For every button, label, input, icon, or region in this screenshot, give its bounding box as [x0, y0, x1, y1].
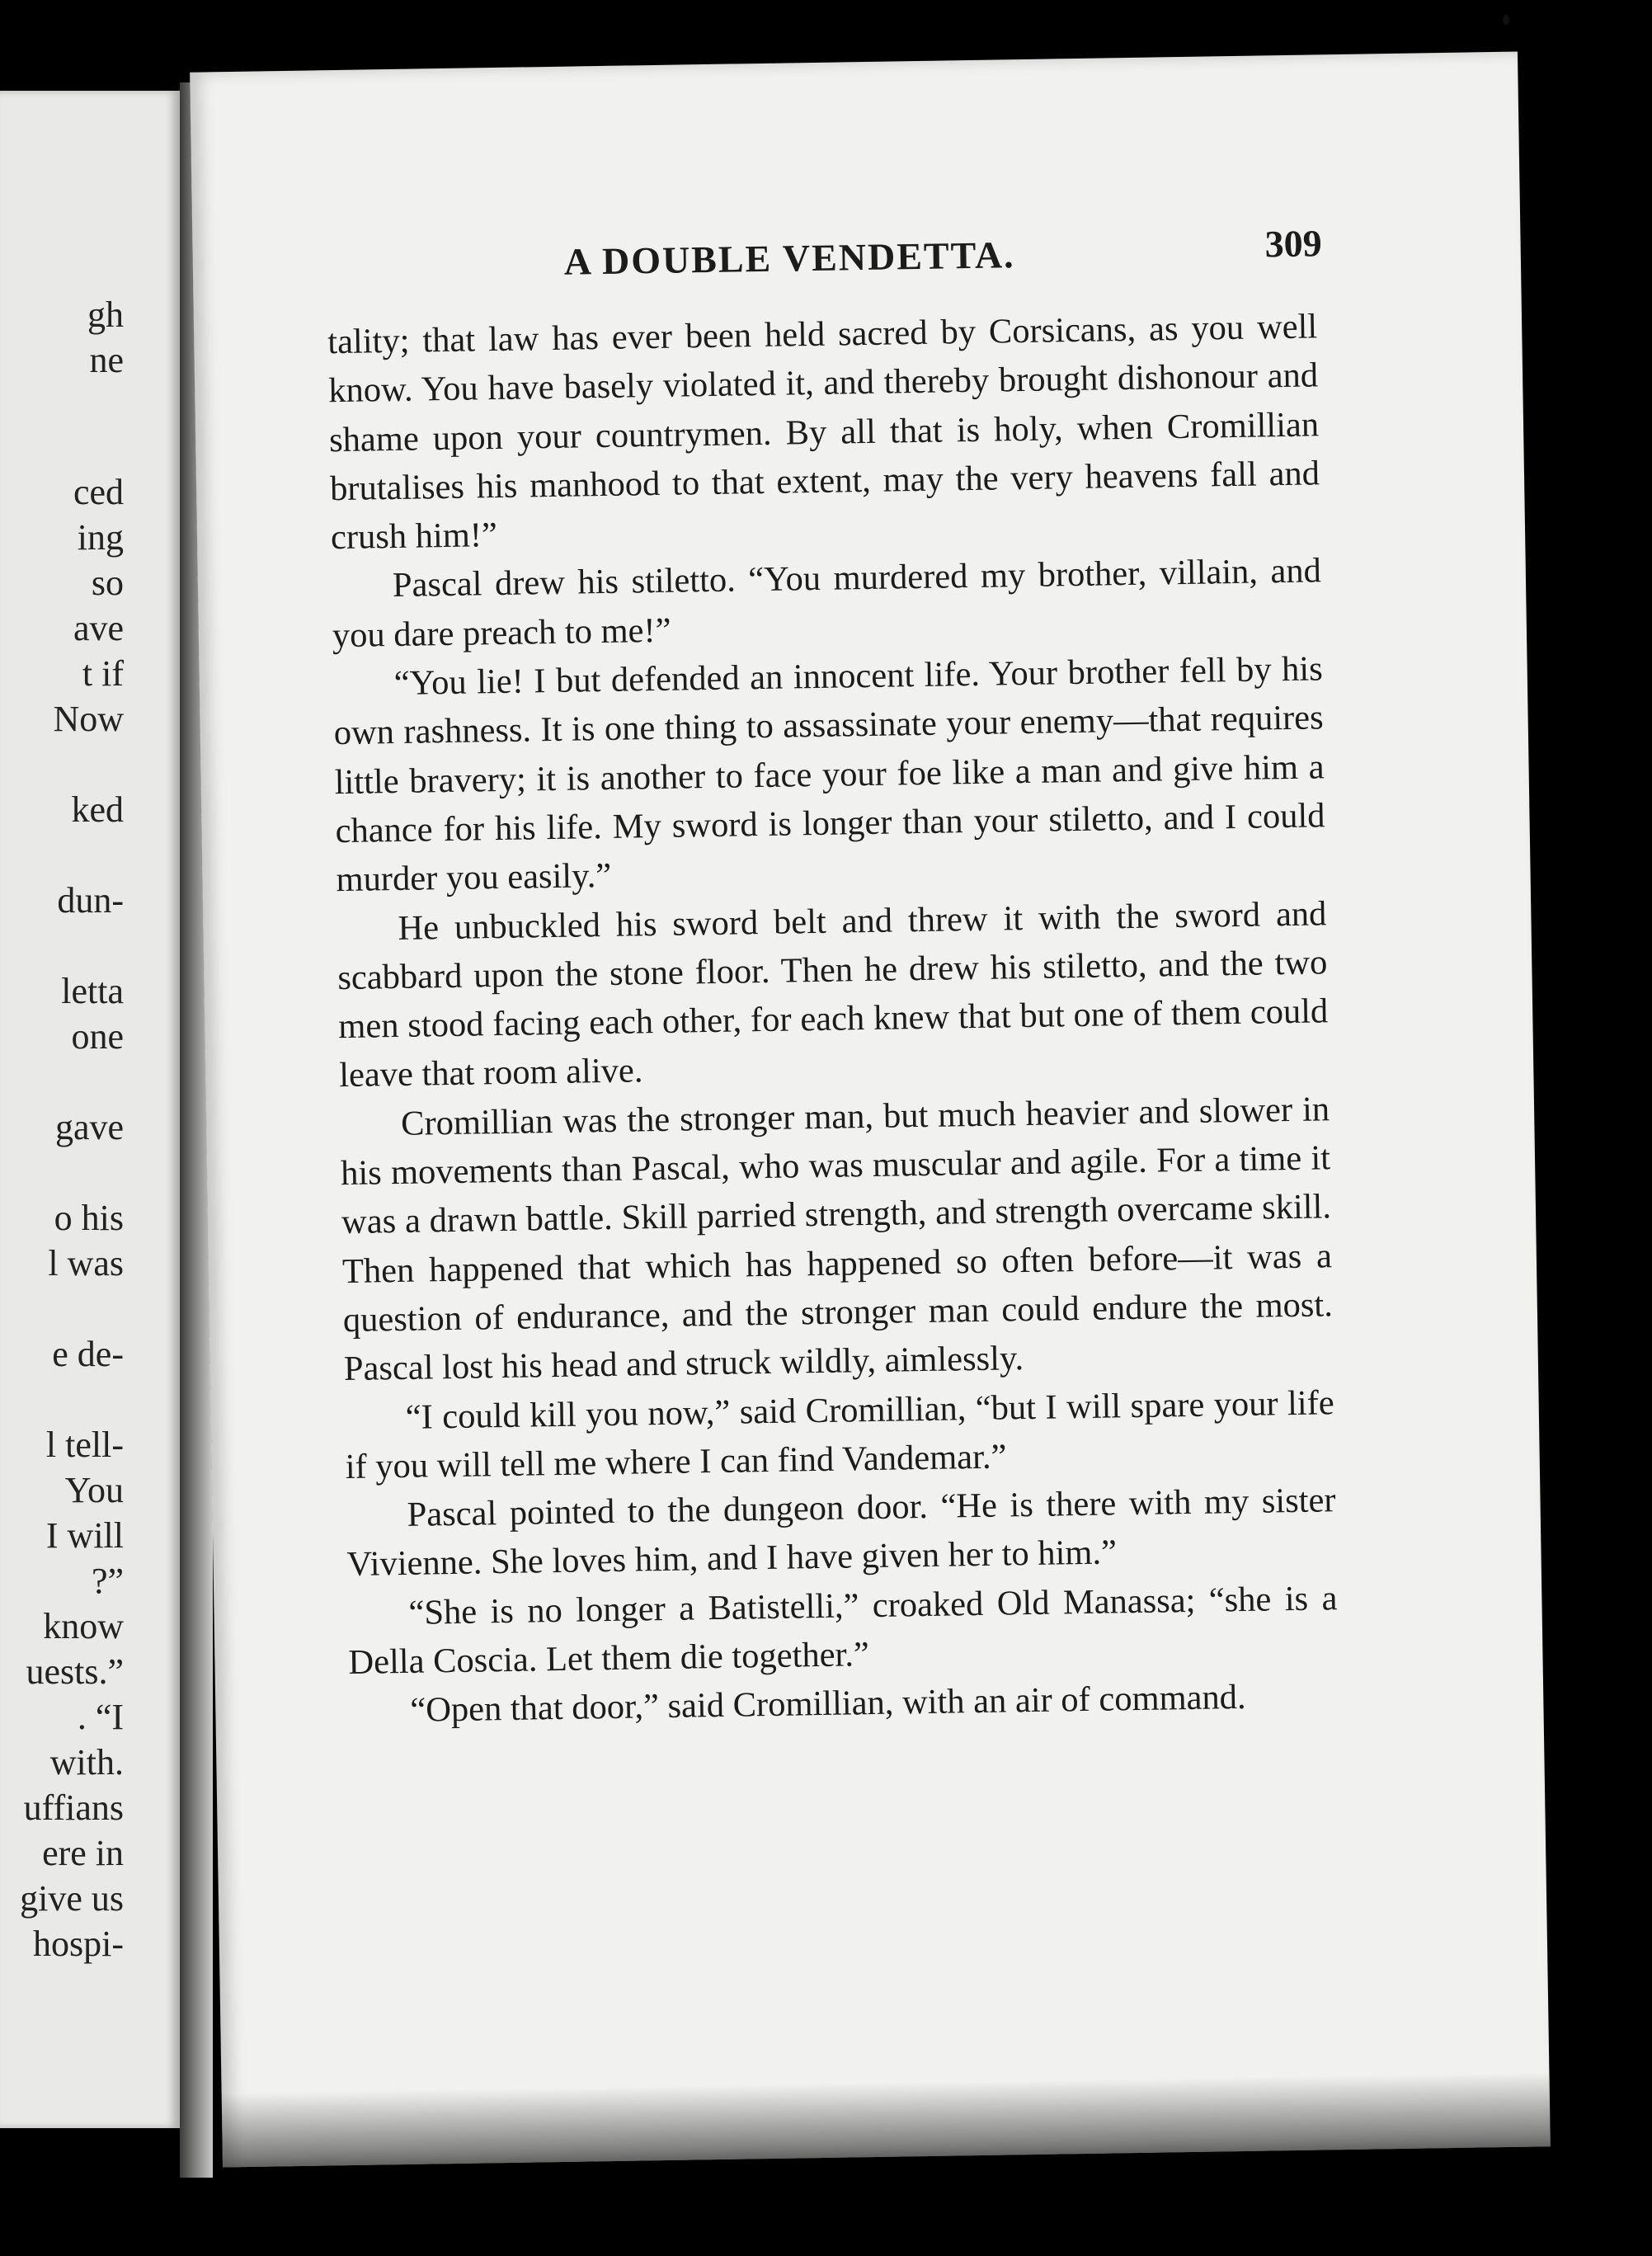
paragraph: He unbuckled his sword belt and threw it with the sword and scabbard upon the stone floor. Then he drew his stiletto, and the two men stood facing each other, for each knew that but one of them could leave that room alive. — [337, 893, 1329, 1095]
ink-speck — [1503, 15, 1509, 25]
left-page-fragment: ave — [73, 608, 124, 648]
left-page-fragment: . “I — [77, 1697, 124, 1737]
left-page-fragment: t if — [82, 653, 124, 694]
book-page — [190, 52, 1551, 2168]
page-edge-shadow — [1592, 49, 1652, 2194]
left-page-fragment: ced — [73, 472, 124, 512]
left-page-fragment: ere in — [42, 1833, 124, 1873]
paragraph: Pascal pointed to the dungeon door. “He is there with my sister Vivienne. She loves him, and I have given her to him.” — [346, 1481, 1336, 1585]
paragraph: “Open that door,” said Cromillian, with an air of command. — [410, 1678, 1246, 1731]
left-page-fragment: so — [91, 563, 124, 603]
left-page-fragment: l tell- — [45, 1425, 124, 1465]
left-page-fragment: dun- — [57, 880, 124, 921]
page-number: 309 — [1264, 222, 1322, 266]
left-page-fragment: ne — [89, 340, 124, 380]
left-page-fragment: uffians — [23, 1787, 124, 1828]
left-page-fragment: uests.” — [26, 1651, 124, 1692]
left-page-fragment: know — [43, 1606, 124, 1646]
left-page-fragment: ?” — [91, 1561, 124, 1601]
body-text — [327, 302, 1339, 1736]
left-page-fragment: ing — [77, 517, 124, 558]
left-page-fragment: letta — [61, 971, 124, 1011]
left-page-fragment: give us — [20, 1878, 124, 1919]
left-page-fragment: hospi- — [33, 1924, 124, 1964]
left-page-fragment: l was — [48, 1243, 124, 1283]
left-page-fragment: Now — [53, 699, 124, 739]
left-page-fragment: with. — [49, 1742, 124, 1783]
left-page-fragment: I will — [45, 1515, 124, 1556]
left-page-fragment: one — [71, 1016, 124, 1057]
paragraph: tality; that law has ever been held sacred by Corsicans, as you well know. You have basely violated it, and thereby brought dishonour and shame upon your countrymen. By all that is holy, when Cromillian brutalises his manhood to that extent, may the very heavens fall and crush him!” — [327, 307, 1320, 558]
left-page-fragment: ked — [71, 789, 124, 830]
running-head — [192, 224, 1521, 303]
left-page-fragment: e de- — [52, 1334, 124, 1374]
left-page-fragment: o his — [54, 1198, 124, 1238]
left-facing-page — [0, 91, 180, 2128]
paragraph: Pascal drew his stiletto. “You murdered my brother, villain, and you dare preach to me!” — [332, 551, 1322, 655]
paragraph: “She is no longer a Batistelli,” croaked Old Manassa; “she is a Della Coscia. Let them die together.” — [348, 1578, 1338, 1683]
left-page-fragment: You — [64, 1470, 124, 1510]
running-title: A DOUBLE VENDETTA. — [563, 233, 1015, 283]
paragraph: “You lie! I but defended an innocent life. Your brother fell by his own rashness. It is one thing to assassinate your enemy—that requires little bravery; it is another to face your foe like a man and give him a chance for his life. My sword is longer than your stiletto, and I could murder you easily.” — [333, 649, 1325, 900]
paragraph: “I could kill you now,” said Cromillian, “but I will spare your life if you will tell me where I can find Vandemar.” — [345, 1382, 1335, 1486]
left-page-fragment: gh — [87, 294, 124, 335]
paragraph: Cromillian was the stronger man, but much heavier and slower in his movements than Pascal, who was muscular and agile. For a time it was a drawn battle. Skill parried strength, and strength overcame skill. Then happened that which has happened so often before—it was a question of endurance, and the stronger man could endure the most. Pascal lost his head and struck wildly, aimlessly. — [340, 1090, 1334, 1389]
left-page-fragment: gave — [54, 1107, 124, 1147]
